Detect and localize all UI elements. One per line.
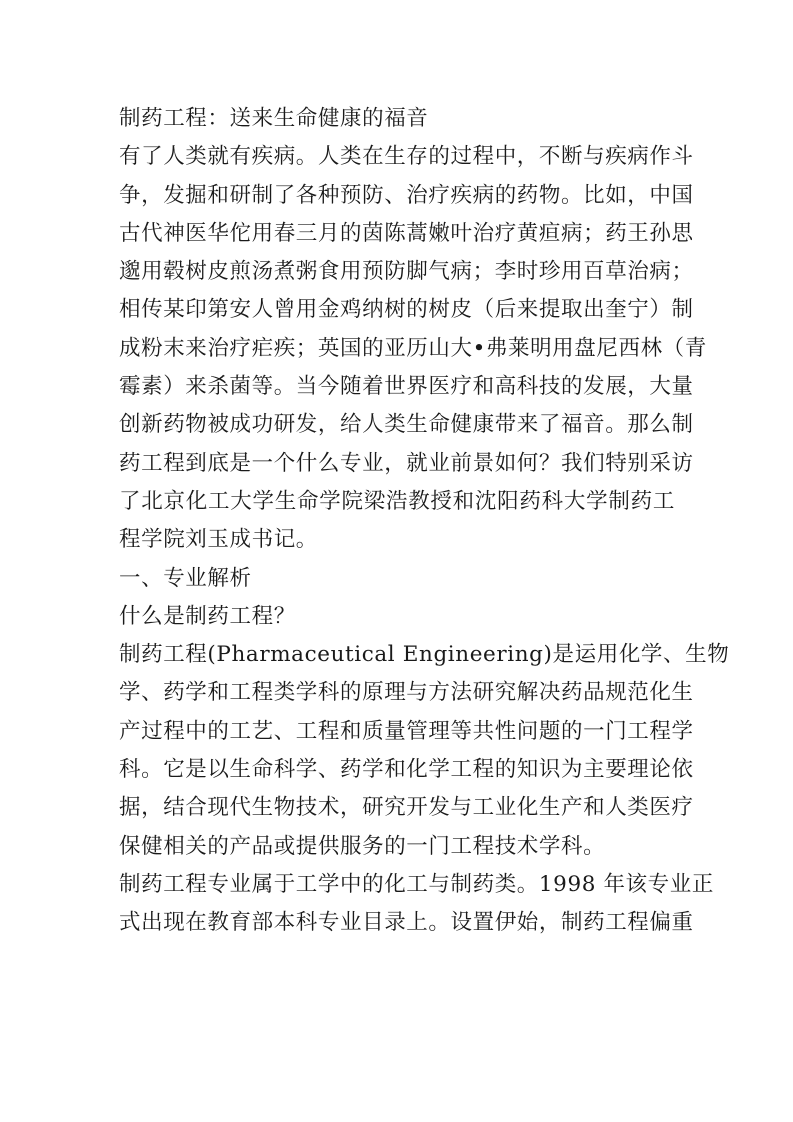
text-line: 相传某印第安人曾用金鸡纳树的树皮（后来提取出奎宁）制	[119, 297, 694, 323]
text-line: 有了人类就有疾病。人类在生存的过程中，不断与疾病作斗	[119, 144, 694, 170]
document-page	[119, 100, 730, 943]
paragraph-category	[119, 866, 714, 943]
text-line: 制药工程专业属于工学中的化工与制药类。1998 年该专业正	[119, 871, 714, 897]
text-line: 邈用毂树皮煎汤煮粥食用预防脚气病；李时珍用百草治病；	[119, 259, 694, 285]
text-line: 学、药学和工程类学科的原理与方法研究解决药品规范化生	[119, 680, 694, 706]
text-line: 据，结合现代生物技术，研究开发与工业化生产和人类医疗	[119, 795, 694, 821]
paragraph-definition	[119, 636, 730, 866]
text-line: 程学院刘玉成书记。	[119, 527, 318, 553]
section-heading: 一、专业解析	[119, 565, 252, 591]
document-title: 制药工程：送来生命健康的福音	[119, 106, 429, 131]
text-line: 科。它是以生命科学、药学和化学工程的知识为主要理论依	[119, 757, 694, 783]
subsection-heading: 什么是制药工程？	[119, 603, 296, 629]
text-line: 产过程中的工艺、工程和质量管理等共性问题的一门工程学	[119, 718, 694, 744]
text-line: 创新药物被成功研发，给人类生命健康带来了福音。那么制	[119, 412, 694, 438]
text-line: 争，发掘和研制了各种预防、治疗疾病的药物。比如，中国	[119, 182, 694, 208]
text-line: 古代神医华佗用春三月的茵陈蒿嫩叶治疗黄疸病；药王孙思	[119, 220, 694, 246]
text-line: 霉素）来杀菌等。当今随着世界医疗和高科技的发展，大量	[119, 374, 694, 400]
text-line: 了北京化工大学生命学院梁浩教授和沈阳药科大学制药工	[119, 488, 675, 514]
text-line: 药工程到底是一个什么专业，就业前景如何？我们特别采访	[119, 450, 694, 476]
paragraph-intro	[119, 138, 707, 559]
text-line: 成粉末来治疗疟疾；英国的亚历山大•弗莱明用盘尼西林（青	[119, 335, 707, 361]
text-line: 保健相关的产品或提供服务的一门工程技术学科。	[119, 833, 606, 859]
text-line: 制药工程(Pharmaceutical Engineering)是运用化学、生物	[119, 642, 730, 668]
text-line: 式出现在教育部本科专业目录上。设置伊始，制药工程偏重	[119, 910, 694, 936]
